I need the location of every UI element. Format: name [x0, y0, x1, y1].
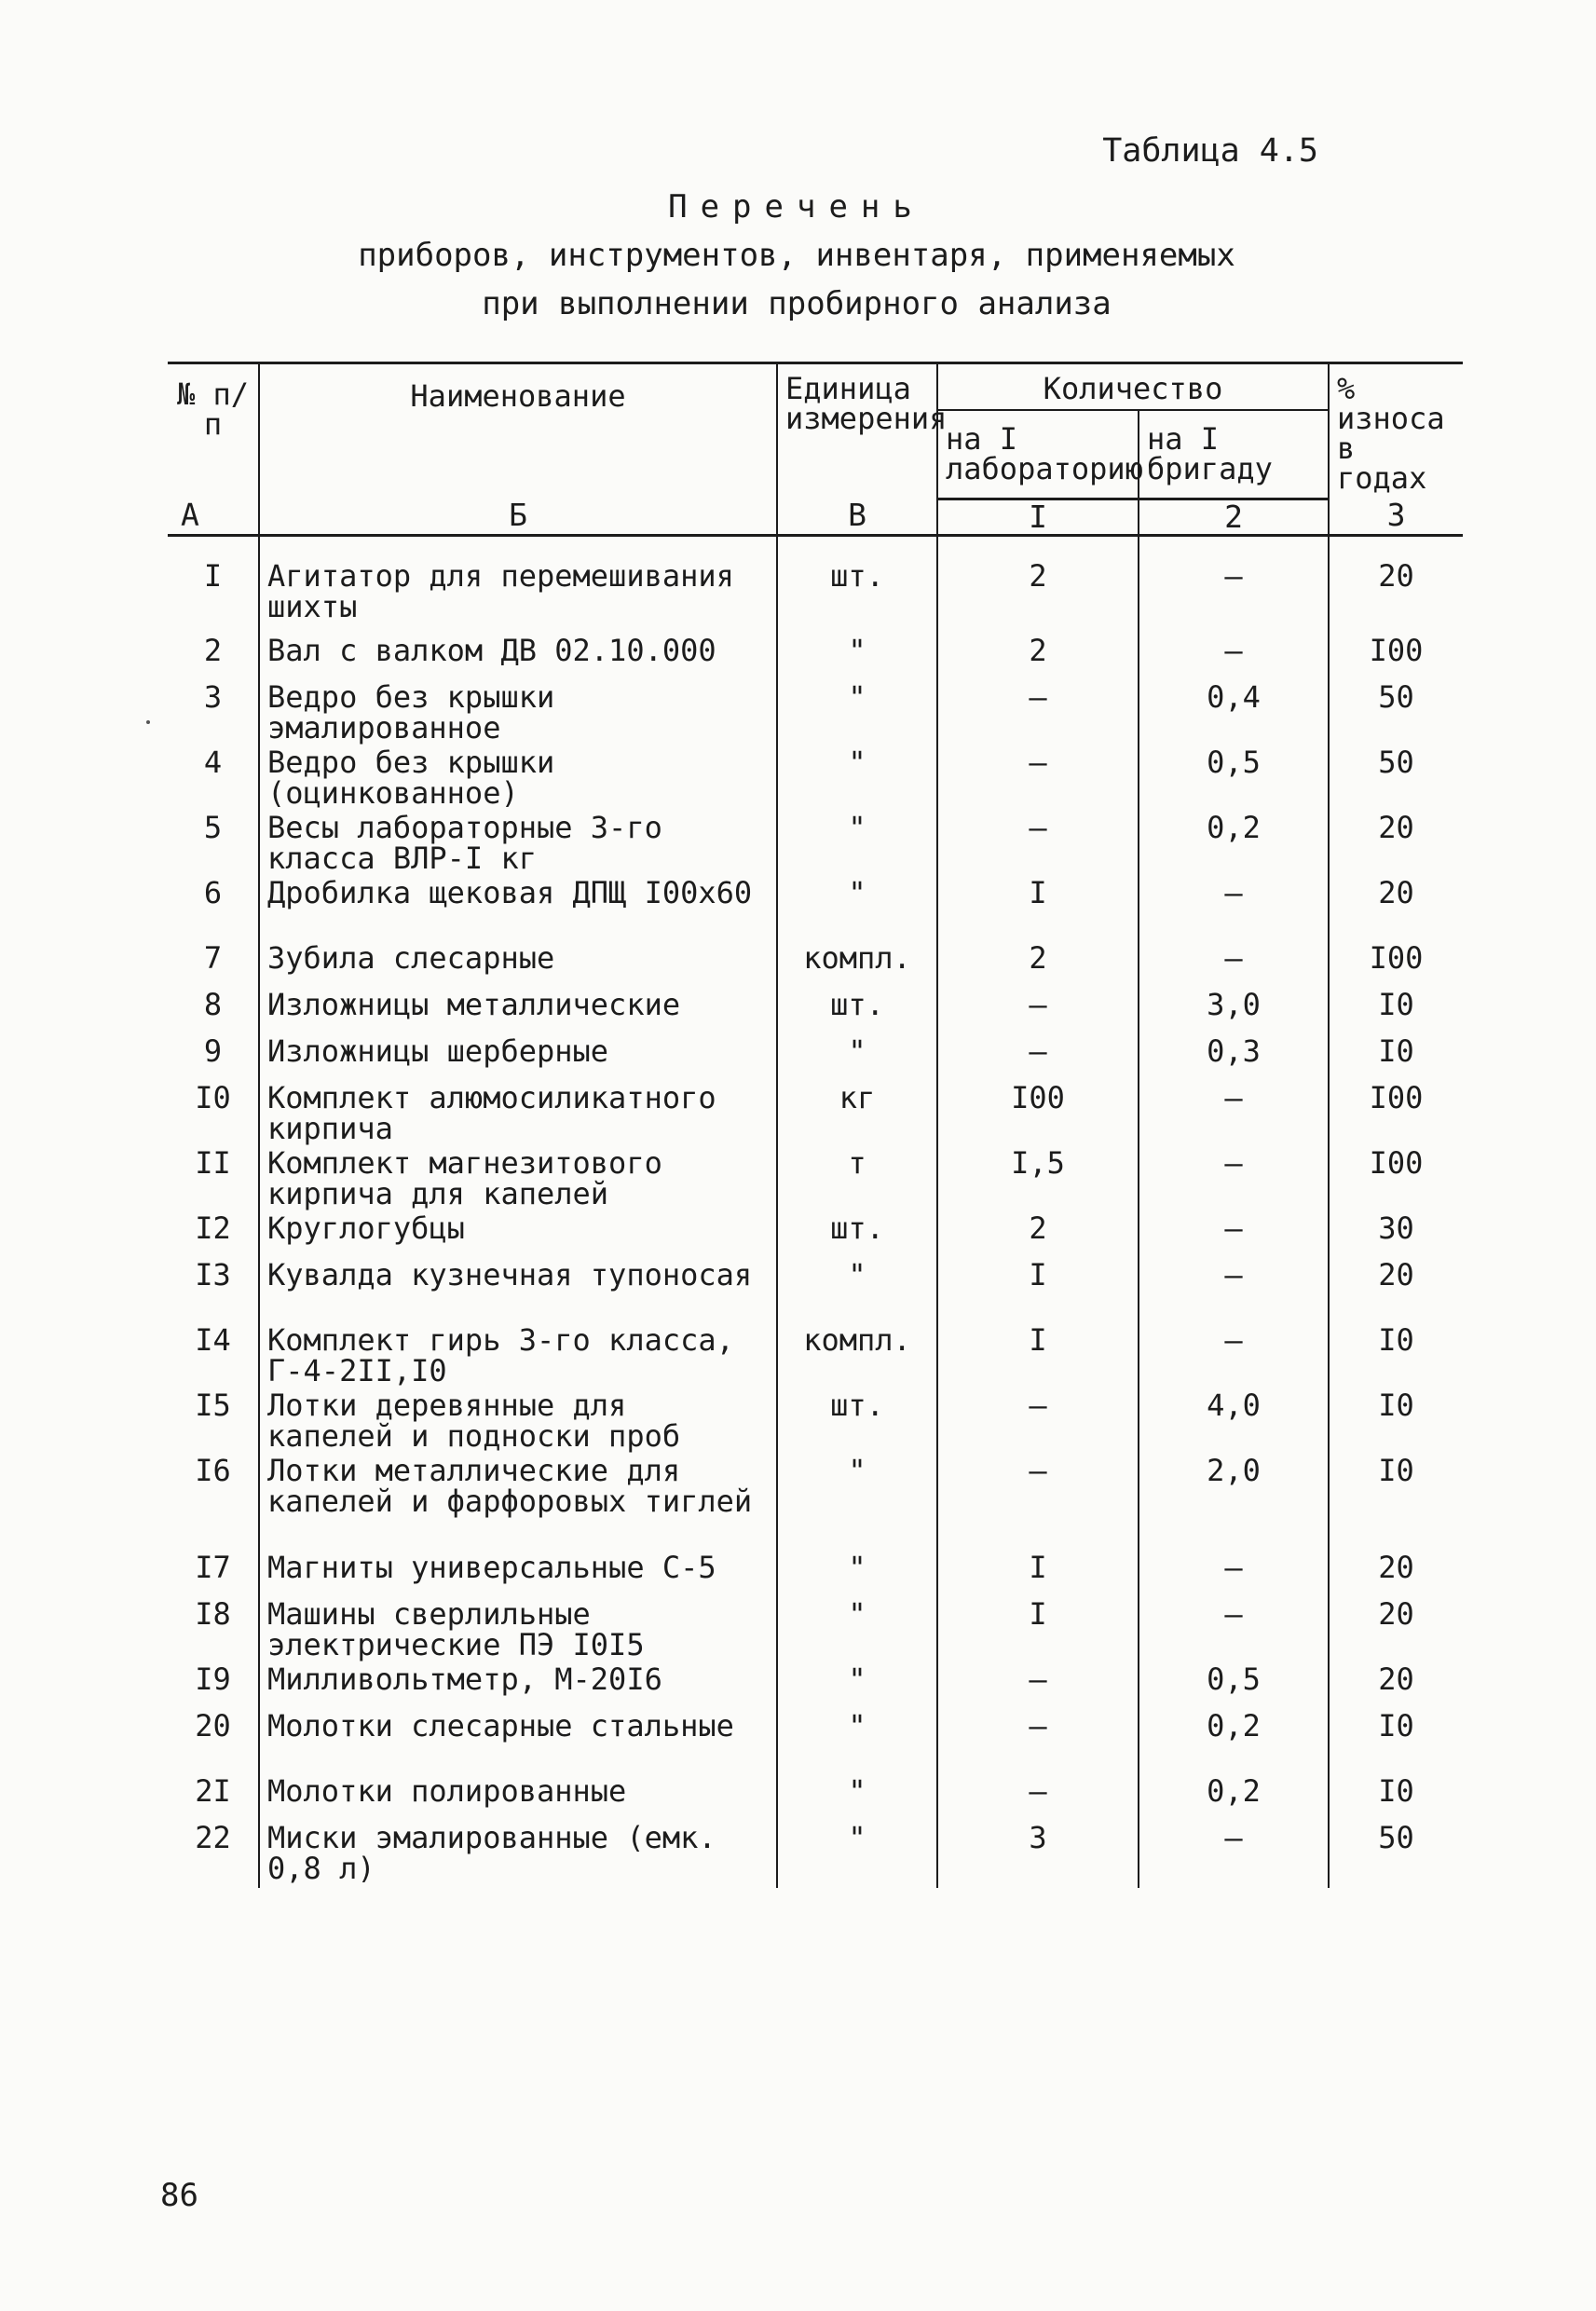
row-per-lab: – [937, 1390, 1139, 1456]
column-header-unit: Единица измерения [777, 363, 937, 499]
row-wear: 20 [1378, 1595, 1414, 1632]
row-number: I8 [168, 1599, 259, 1664]
scan-speck [146, 720, 150, 724]
table-row [168, 943, 1463, 990]
row-per-lab: – [937, 1036, 1139, 1083]
row-unit: шт. [777, 535, 937, 636]
row-per-crew: 0,5 [1139, 1664, 1329, 1711]
row-per-lab: I [937, 1599, 1139, 1664]
table-row [168, 1148, 1463, 1213]
row-per-crew: 4,0 [1139, 1390, 1329, 1456]
row-number: I2 [168, 1213, 259, 1260]
row-per-lab: I [937, 1260, 1139, 1325]
row-number: 5 [168, 813, 259, 878]
table-row [168, 682, 1463, 747]
row-name: Кувалда кузнечная тупоносая [259, 1260, 777, 1325]
row-wear: I00 [1369, 1079, 1424, 1115]
row-per-lab: I [937, 1325, 1139, 1390]
table-row [168, 878, 1463, 943]
row-wear: 20 [1378, 1661, 1414, 1697]
table-row [168, 1260, 1463, 1325]
row-wear: 30 [1378, 1210, 1414, 1246]
row-name: Комплект магнезитового кирпича для капелей [259, 1148, 777, 1213]
row-unit: шт. [777, 990, 937, 1036]
row-name: Магниты универсальные С-5 [259, 1552, 777, 1599]
table-body [168, 535, 1463, 1888]
row-wear: I0 [1378, 1387, 1414, 1423]
row-number: 6 [168, 878, 259, 943]
row-name: Миски эмалированные (емк. 0,8 л) [259, 1823, 777, 1888]
row-number: 2I [168, 1776, 259, 1823]
table-title: Перечень [668, 188, 925, 226]
title-block [307, 183, 1286, 328]
row-unit: " [777, 1456, 937, 1552]
row-per-crew: – [1139, 1325, 1329, 1390]
row-per-crew: – [1139, 943, 1329, 990]
row-name: Вал с валком ДВ 02.10.000 [259, 636, 777, 682]
row-number: I9 [168, 1664, 259, 1711]
table-row [168, 1213, 1463, 1260]
row-per-crew: – [1139, 1213, 1329, 1260]
row-unit: " [777, 747, 937, 813]
row-per-crew: 0,3 [1139, 1036, 1329, 1083]
row-unit: " [777, 1599, 937, 1664]
row-per-lab: – [937, 990, 1139, 1036]
row-unit: " [777, 813, 937, 878]
table-subtitle-line-2: при выполнении пробирного анализа [482, 285, 1112, 322]
row-per-lab: – [937, 1776, 1139, 1823]
row-wear: 50 [1378, 744, 1414, 780]
row-per-lab: I [937, 878, 1139, 943]
row-per-crew: – [1139, 535, 1329, 636]
row-per-lab: 3 [937, 1823, 1139, 1888]
row-unit: " [777, 878, 937, 943]
table-row [168, 1083, 1463, 1148]
row-unit: " [777, 1711, 937, 1776]
row-unit: " [777, 1036, 937, 1083]
table-row [168, 1456, 1463, 1552]
row-per-crew: 0,2 [1139, 1711, 1329, 1776]
row-name: Агитатор для перемешивания шихты [259, 535, 777, 636]
row-name: Молотки полированные [259, 1776, 777, 1823]
row-wear: I00 [1369, 939, 1424, 976]
row-per-lab: – [937, 1711, 1139, 1776]
row-per-crew: – [1139, 1260, 1329, 1325]
row-wear: 20 [1378, 1549, 1414, 1585]
row-per-crew: – [1139, 1148, 1329, 1213]
row-unit: компл. [777, 943, 937, 990]
row-per-crew: 0,5 [1139, 747, 1329, 813]
row-wear: I0 [1378, 1321, 1414, 1358]
row-unit: " [777, 1552, 937, 1599]
row-per-crew: 0,2 [1139, 813, 1329, 878]
row-number: I6 [168, 1456, 259, 1552]
table-subtitle-line-1: приборов, инструментов, инвентаря, применяемых [358, 237, 1235, 274]
row-per-crew: – [1139, 1083, 1329, 1148]
column-letter-1: I [937, 499, 1139, 535]
row-per-lab: – [937, 813, 1139, 878]
row-name: Комплект алюмосиликатного кирпича [259, 1083, 777, 1148]
row-wear: 20 [1378, 874, 1414, 910]
row-wear: I00 [1369, 632, 1424, 668]
row-per-lab: – [937, 1664, 1139, 1711]
row-per-crew: – [1139, 878, 1329, 943]
column-header-name: Наименование [259, 363, 777, 499]
row-wear: I0 [1378, 1772, 1414, 1809]
column-letter-b: Б [259, 499, 777, 535]
table-row [168, 1599, 1463, 1664]
column-letter-2: 2 [1139, 499, 1329, 535]
row-number: 4 [168, 747, 259, 813]
row-per-crew: 0,4 [1139, 682, 1329, 747]
row-name: Лотки металлические для капелей и фарфоровых тиглей [259, 1456, 777, 1552]
row-name: Милливольтметр, М-20I6 [259, 1664, 777, 1711]
row-per-crew: 0,2 [1139, 1776, 1329, 1823]
row-wear: 50 [1378, 1819, 1414, 1855]
row-per-crew: – [1139, 1599, 1329, 1664]
table-row [168, 1325, 1463, 1390]
table-row [168, 990, 1463, 1036]
row-name: Изложницы металлические [259, 990, 777, 1036]
row-number: 7 [168, 943, 259, 990]
row-wear: 20 [1378, 809, 1414, 845]
column-header-per-crew: на I бригаду [1139, 410, 1329, 499]
row-unit: " [777, 1260, 937, 1325]
column-letter-3: 3 [1329, 499, 1463, 535]
row-wear: I0 [1378, 1452, 1414, 1488]
row-unit: компл. [777, 1325, 937, 1390]
column-letter-a: А [168, 499, 259, 535]
row-name: Изложницы шерберные [259, 1036, 777, 1083]
column-header-wear: % износа в годах [1329, 363, 1463, 499]
row-wear: 20 [1378, 1256, 1414, 1292]
row-name: Машины сверлильные электрические ПЭ I0I5 [259, 1599, 777, 1664]
row-number: 9 [168, 1036, 259, 1083]
table-number: Таблица 4.5 [1102, 132, 1318, 170]
row-name: Лотки деревянные для капелей и подноски проб [259, 1390, 777, 1456]
row-name: Весы лабораторные 3-го класса ВЛР-I кг [259, 813, 777, 878]
row-per-lab: – [937, 747, 1139, 813]
row-number: 20 [168, 1711, 259, 1776]
table-row [168, 636, 1463, 682]
row-unit: шт. [777, 1213, 937, 1260]
table-row [168, 1711, 1463, 1776]
row-unit: " [777, 1664, 937, 1711]
row-unit: т [777, 1148, 937, 1213]
row-wear: I0 [1378, 986, 1414, 1022]
row-wear: I00 [1369, 1144, 1424, 1181]
row-name: Ведро без крышки эмалированное [259, 682, 777, 747]
row-wear: 20 [1378, 557, 1414, 594]
table-row [168, 1552, 1463, 1599]
row-per-lab: 2 [937, 636, 1139, 682]
row-per-lab: 2 [937, 535, 1139, 636]
table-row [168, 535, 1463, 636]
row-per-crew: – [1139, 1552, 1329, 1599]
row-per-lab: – [937, 1456, 1139, 1552]
row-number: I0 [168, 1083, 259, 1148]
row-number: 22 [168, 1823, 259, 1888]
row-number: I4 [168, 1325, 259, 1390]
row-unit: " [777, 682, 937, 747]
row-name: Комплект гирь 3-го класса, Г-4-2II,I0 [259, 1325, 777, 1390]
table-row [168, 1823, 1463, 1888]
row-number: 3 [168, 682, 259, 747]
column-header-number: № п/п [168, 363, 259, 499]
table-row [168, 1664, 1463, 1711]
table-row [168, 1390, 1463, 1456]
table-row [168, 813, 1463, 878]
row-per-lab: – [937, 682, 1139, 747]
row-number: 8 [168, 990, 259, 1036]
row-name: Молотки слесарные стальные [259, 1711, 777, 1776]
row-name: Зубила слесарные [259, 943, 777, 990]
table-row [168, 747, 1463, 813]
table-row [168, 1776, 1463, 1823]
row-per-lab: I00 [937, 1083, 1139, 1148]
row-per-crew: – [1139, 636, 1329, 682]
table-row [168, 1036, 1463, 1083]
row-name: Круглогубцы [259, 1213, 777, 1260]
row-per-crew: – [1139, 1823, 1329, 1888]
row-number: I [168, 535, 259, 636]
page-number: 86 [160, 2177, 198, 2214]
row-unit: " [777, 1823, 937, 1888]
row-name: Ведро без крышки (оцинкованное) [259, 747, 777, 813]
column-header-per-lab: на I лабораторию [937, 410, 1139, 499]
column-header-quantity: Количество [937, 363, 1329, 411]
row-number: II [168, 1148, 259, 1213]
row-per-crew: 2,0 [1139, 1456, 1329, 1552]
row-number: I3 [168, 1260, 259, 1325]
row-unit: " [777, 636, 937, 682]
row-per-lab: 2 [937, 943, 1139, 990]
column-letter-v: В [777, 499, 937, 535]
row-number: I7 [168, 1552, 259, 1599]
row-per-crew: 3,0 [1139, 990, 1329, 1036]
row-unit: кг [777, 1083, 937, 1148]
row-per-lab: I,5 [937, 1148, 1139, 1213]
row-per-lab: 2 [937, 1213, 1139, 1260]
instruments-table [168, 362, 1463, 1888]
row-wear: I0 [1378, 1707, 1414, 1744]
row-unit: " [777, 1776, 937, 1823]
row-unit: шт. [777, 1390, 937, 1456]
row-per-lab: I [937, 1552, 1139, 1599]
row-number: 2 [168, 636, 259, 682]
row-wear: 50 [1378, 678, 1414, 715]
row-wear: I0 [1378, 1032, 1414, 1069]
row-number: I5 [168, 1390, 259, 1456]
row-name: Дробилка щековая ДПЩ I00x60 [259, 878, 777, 943]
